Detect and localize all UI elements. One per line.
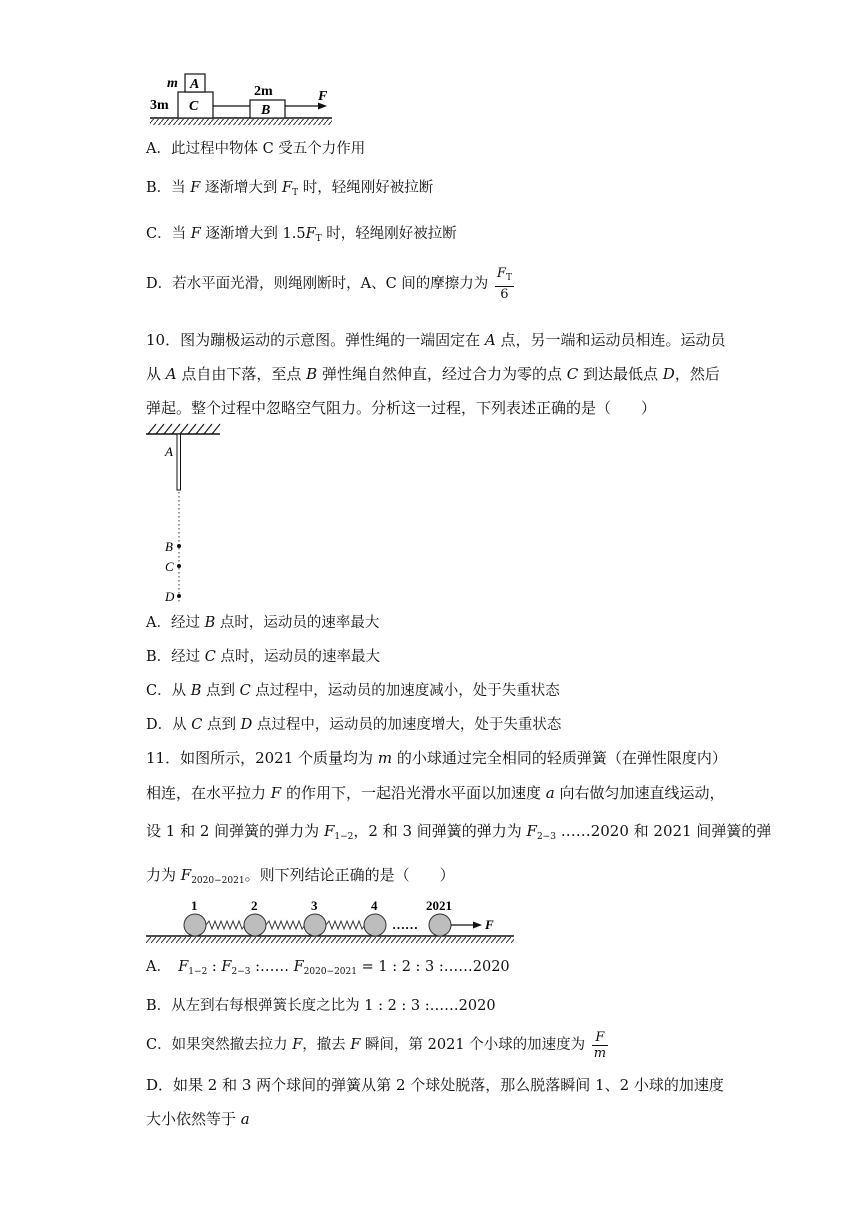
fraction: $\frac{F}{m}$ bbox=[593, 1029, 607, 1061]
ellipsis: …… bbox=[392, 917, 418, 932]
ball-4 bbox=[364, 914, 386, 936]
label-b: B bbox=[261, 103, 271, 118]
q9-figure bbox=[146, 68, 346, 128]
label-f: F bbox=[485, 917, 494, 932]
label-f: F bbox=[318, 89, 328, 104]
q9-option-c: C．当 F 逐渐增大到 $1.5F_T$ 时，轻绳刚好被拉断 bbox=[146, 226, 457, 244]
label-3m: 3m bbox=[150, 98, 169, 113]
label-2021: 2021 bbox=[426, 898, 452, 913]
point-b bbox=[177, 544, 181, 548]
elastic-rope bbox=[177, 434, 181, 490]
q9-option-b: B．当 F 逐渐增大到 $F_T$ 时，轻绳刚好被拉断 bbox=[146, 180, 434, 198]
fraction: $\frac{F_T}{6}$ bbox=[496, 266, 512, 302]
q10-option-b: B．经过 C 点时，运动员的速率最大 bbox=[146, 649, 380, 665]
ceiling-hatch bbox=[148, 424, 220, 434]
ball-2021 bbox=[429, 914, 451, 936]
q11-stem-line4: 力为 $F_{2020-2021}$。则下列结论正确的是（ ） bbox=[146, 866, 455, 886]
label-b: B bbox=[165, 539, 173, 554]
q10-figure bbox=[146, 420, 236, 610]
q11-figure bbox=[146, 895, 526, 945]
q10-option-c: C．从 B 点到 C 点过程中，运动员的加速度减小，处于失重状态 bbox=[146, 683, 560, 699]
label-3: 3 bbox=[311, 898, 318, 913]
label-m: m bbox=[167, 76, 178, 91]
ball-2 bbox=[244, 914, 266, 936]
label-2m: 2m bbox=[254, 84, 273, 99]
label-a: A bbox=[190, 77, 200, 92]
label-c: C bbox=[189, 99, 199, 114]
q11-stem-line3: 设 1 和 2 间弹簧的弹力为 $F_{1-2}$，2 和 3 间弹簧的弹力为 $F_{2-3}$ ……2020 和 2021 间弹簧的弹 bbox=[146, 822, 772, 842]
q9-option-d: D．若水平面光滑，则绳刚断时，A、C 间的摩擦力为 $\frac{F_T}{6}$ bbox=[146, 266, 512, 302]
ball-1 bbox=[184, 914, 206, 936]
q11-option-b: B．从左到右每根弹簧长度之比为 1 : 2 : 3 :……2020 bbox=[146, 998, 496, 1014]
label-a: A bbox=[165, 444, 173, 459]
q11-option-d-line2: 大小依然等于 a bbox=[146, 1110, 250, 1128]
q11-stem-line1: 11．如图所示，2021 个质量均为 m 的小球通过完全相同的轻质弹簧（在弹性限度内） bbox=[146, 749, 727, 767]
q11-option-d-line1: D．如果 2 和 3 两个球间的弹簧从第 2 个球处脱落，那么脱落瞬间 1、2 小球的加速度 bbox=[146, 1076, 724, 1094]
ground-hatch bbox=[150, 119, 332, 125]
ball-3 bbox=[304, 914, 326, 936]
label-d: D bbox=[165, 589, 175, 604]
label-c: C bbox=[165, 559, 174, 574]
arrow-head-icon bbox=[473, 922, 482, 929]
q10-stem-line3: 弹起。整个过程中忽略空气阻力。分析这一过程，下列表述正确的是（ ） bbox=[146, 399, 657, 417]
point-d bbox=[177, 594, 181, 598]
q10-stem-line2: 从 A 点自由下落，至点 B 弹性绳自然伸直，经过合力为零的点 C 到达最低点 D，然后 bbox=[146, 365, 720, 383]
q11-option-a: A． $F_{1-2}$ : $F_{2-3}$ :…… $F_{2020-2021} = 1$ : 2 : 3 :……2020 bbox=[146, 959, 510, 977]
label-1: 1 bbox=[191, 898, 198, 913]
q10-option-a: A．经过 B 点时，运动员的速率最大 bbox=[146, 615, 380, 631]
q11-stem-line2: 相连，在水平拉力 F 的作用下，一起沿光滑水平面以加速度 a 向右做匀加速直线运动， bbox=[146, 784, 725, 802]
label-2: 2 bbox=[251, 898, 258, 913]
q9-option-a: A．此过程中物体 C 受五个力作用 bbox=[146, 141, 366, 157]
point-c bbox=[177, 564, 181, 568]
ground-hatch bbox=[146, 937, 514, 943]
label-4: 4 bbox=[371, 898, 378, 913]
spring-1-2 bbox=[206, 921, 245, 929]
q11-option-c: C．如果突然撤去拉力 F，撤去 F 瞬间，第 2021 个小球的加速度为 $\frac{F}{m}$ bbox=[146, 1029, 607, 1061]
spring-3-4 bbox=[326, 921, 365, 929]
q10-stem-line1: 10．图为蹦极运动的示意图。弹性绳的一端固定在 A 点，另一端和运动员相连。运动员 bbox=[146, 331, 726, 349]
q10-option-d: D．从 C 点到 D 点过程中，运动员的加速度增大，处于失重状态 bbox=[146, 717, 562, 733]
spring-2-3 bbox=[266, 921, 305, 929]
